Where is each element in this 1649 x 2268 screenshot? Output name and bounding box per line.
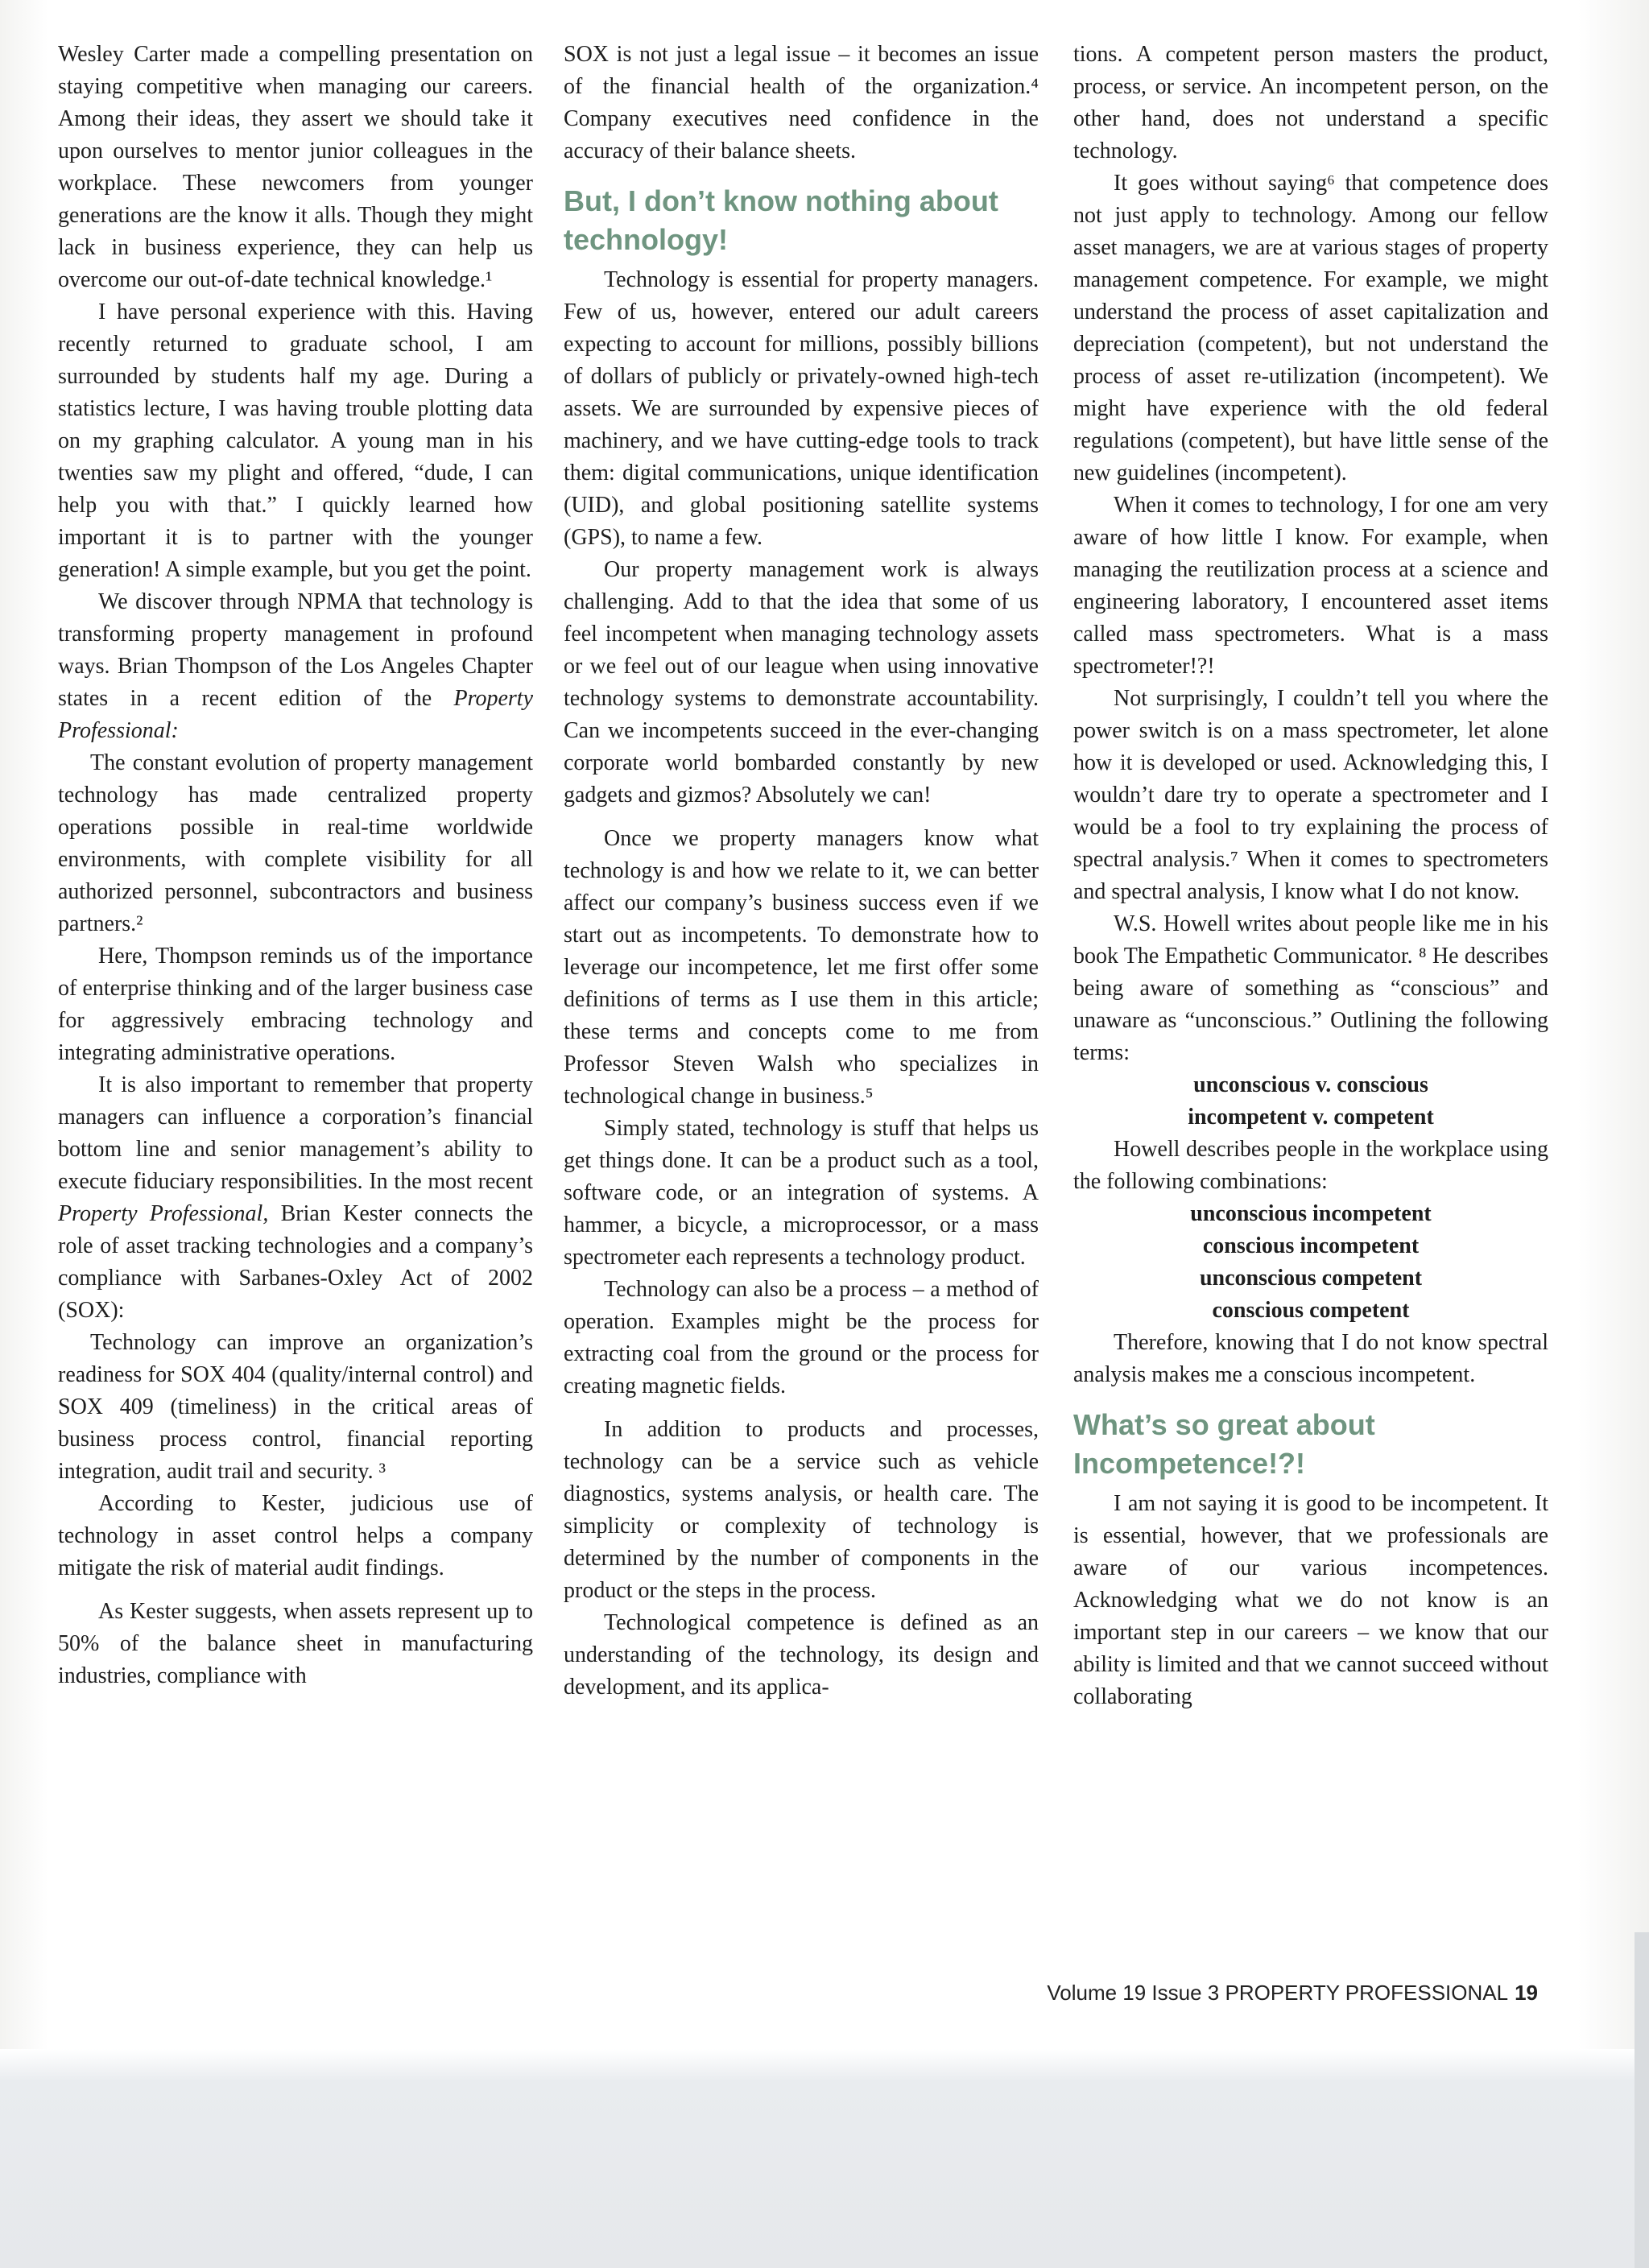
paragraph: SOX is not just a legal issue – it becomes an issue of the financial health of the organization.⁴ Company executives need confidence in the accuracy of their balance sheets.	[564, 42, 1039, 163]
article-column-3	[1073, 39, 1548, 1713]
section-heading: But, I don’t know nothing about technology!	[564, 184, 998, 256]
term-item: incompetent v. competent	[1188, 1105, 1434, 1130]
block-quote: Technology can improve an organization’s readiness for SOX 404 (quality/internal control) and SOX 409 (timeliness) in the critical areas of business process control, financial reporting integration, audit trail and security. ³	[58, 1330, 533, 1484]
publication-title: Property Professional,	[58, 1201, 269, 1226]
paragraph: Our property management work is always challenging. Add to that the idea that some of us feel incompetent when managing technology assets or we feel out of our league when using innovative technology systems to demonstrate accountability. Can we incompetents succeed in the ever-changing corporate world bombarded constantly by new gadgets and gizmos? Absolutely we can!	[564, 557, 1039, 808]
article-column-2	[564, 39, 1039, 1704]
paragraph: It goes without saying⁶ that competence does not just apply to technology. Among our fellow asset managers, we are at various stages of property management competence. For example, we might understand the process of asset capitalization and depreciation (competent), but not understand the process of asset re-utilization (incompetent). We might have experience with the old federal regulations (competent), but have little sense of the new guidelines (incompetent).	[1073, 171, 1548, 485]
paragraph: Here, Thompson reminds us of the importance of enterprise thinking and of the larger business case for aggressively embracing technology and integrating administrative operations.	[58, 944, 533, 1065]
paragraph: Technology is essential for property managers. Few of us, however, entered our adult careers expecting to account for millions, possibly billions of dollars of publicly or privately-owned high-tech assets. We are surrounded by expensive pieces of machinery, and we have cutting-edge tools to track them: digital communications, unique identification (UID), and global positioning satellite systems (GPS), to name a few.	[564, 267, 1039, 550]
section-heading: What’s so great about Incompetence!?!	[1073, 1408, 1375, 1480]
paragraph: As Kester suggests, when assets represent up to 50% of the balance sheet in manufacturing industries, compliance with	[58, 1599, 533, 1688]
issue-label: Volume 19 Issue 3 PROPERTY PROFESSIONAL	[1047, 1981, 1509, 2005]
paragraph: Simply stated, technology is stuff that helps us get things done. It can be a product such as a tool, software code, or an integration of systems. A hammer, a bicycle, a microprocessor, or a mass spectrometer each represents a technology product.	[564, 1116, 1039, 1270]
page-number: 19	[1515, 1981, 1538, 2005]
paragraph: According to Kester, judicious use of technology in asset control helps a company mitigate the risk of material audit findings.	[58, 1491, 533, 1580]
paragraph: I am not saying it is good to be incompetent. It is essential, however, that we professionals are aware of our various incompetences. Acknowledging what we do not know is an important step in our careers – we know that our ability is limited and that we cannot succeed without collaborating	[1073, 1491, 1548, 1709]
paragraph: When it comes to technology, I for one am very aware of how little I know. For example, when managing the reutilization process at a science and engineering laboratory, I encountered asset items called mass spectrometers. What is a mass spectrometer!?!	[1073, 493, 1548, 679]
paragraph-text: Brian Kester connects the role of asset tracking technologies and a company’s compliance with Sarbanes-Oxley Act of 2002 (SOX):	[58, 1201, 534, 1323]
block-quote: The constant evolution of property management technology has made centralized property operations possible in real-time worldwide environments, with complete visibility for all authorized personnel, subcontractors and business partners.²	[58, 750, 533, 936]
article-column-1	[58, 39, 533, 1692]
paragraph: Technology can also be a process – a method of operation. Examples might be the process for extracting coal from the ground or the process for creating magnetic fields.	[564, 1277, 1039, 1398]
bottom-scan-margin	[0, 2049, 1649, 2268]
term-item: conscious competent	[1212, 1298, 1410, 1323]
paragraph	[58, 1069, 533, 1327]
paragraph: I have personal experience with this. Having recently returned to graduate school, I am surrounded by students half my age. During a statistics lecture, I was having trouble plotting data on my graphing calculator. A young man in his twenties saw my plight and offered, “dude, I can help you with that.” I quickly learned how important it is to partner with the younger generation! A simple example, but you get the point.	[58, 300, 533, 582]
term-item: unconscious incompetent	[1190, 1201, 1432, 1226]
paragraph: Therefore, knowing that I do not know spectral analysis makes me a conscious incompetent.	[1073, 1330, 1548, 1387]
scan-edge-shadow	[1635, 1932, 1649, 2268]
paragraph-text: It is also important to remember that property managers can influence a corporation’s financial bottom line and senior management’s ability to execute fiduciary responsibilities. In the most recent	[58, 1072, 533, 1194]
combinations-list	[1073, 1198, 1548, 1327]
paragraph: Wesley Carter made a compelling presentation on staying competitive when managing our careers. Among their ideas, they assert we should take it upon ourselves to mentor junior colleagues in the workplace. These newcomers from younger generations are the know it alls. Though they might lack in business experience, they can help us overcome our out-of-date technical knowledge.¹	[58, 42, 533, 292]
term-item: conscious incompetent	[1202, 1233, 1420, 1258]
paragraph: tions. A competent person masters the product, process, or service. An incompetent person, on the other hand, does not understand a specific technology.	[1073, 42, 1548, 163]
publication-title: Property Professional:	[58, 686, 533, 743]
paragraph-text: We discover through NPMA that technology is transforming property management in profound ways. Brian Thompson of the Los Angeles Chapter states in a recent edition of the	[58, 589, 533, 711]
paragraph: In addition to products and processes, technology can be a service such as vehicle diagnostics, systems analysis, or health care. The simplicity or complexity of technology is determined by the number of components in the product or the steps in the process.	[564, 1417, 1039, 1603]
paragraph: Howell describes people in the workplace using the following combinations:	[1073, 1137, 1548, 1194]
paragraph: Once we property managers know what technology is and how we relate to it, we can better affect our company’s business success even if we start out as incompetents. To demonstrate how to leverage our incompetence, let me first offer some definitions of terms as I use them in this article; these terms and concepts come to me from Professor Steven Walsh who specializes in technological change in business.⁵	[564, 826, 1039, 1109]
terms-list	[1073, 1069, 1548, 1134]
term-item: unconscious competent	[1199, 1266, 1423, 1291]
paragraph: W.S. Howell writes about people like me in his book The Empathetic Communicator. ⁸ He describes being aware of something as “conscious” and unaware as “unconscious.” Outlining the following terms:	[1073, 911, 1548, 1065]
term-item: unconscious v. conscious	[1193, 1072, 1428, 1097]
paragraph: Not surprisingly, I couldn’t tell you where the power switch is on a mass spectrometer, let alone how it is developed or used. Acknowledging this, I wouldn’t dare try to operate a spectrometer and I would be a fool to try explaining the process of spectral analysis.⁷ When it comes to spectrometers and spectral analysis, I know what I do not know.	[1073, 686, 1548, 904]
paragraph	[58, 586, 533, 747]
paragraph: Technological competence is defined as an understanding of the technology, its design and development, and its applica-	[564, 1610, 1039, 1700]
page-footer	[1015, 1981, 1538, 2006]
